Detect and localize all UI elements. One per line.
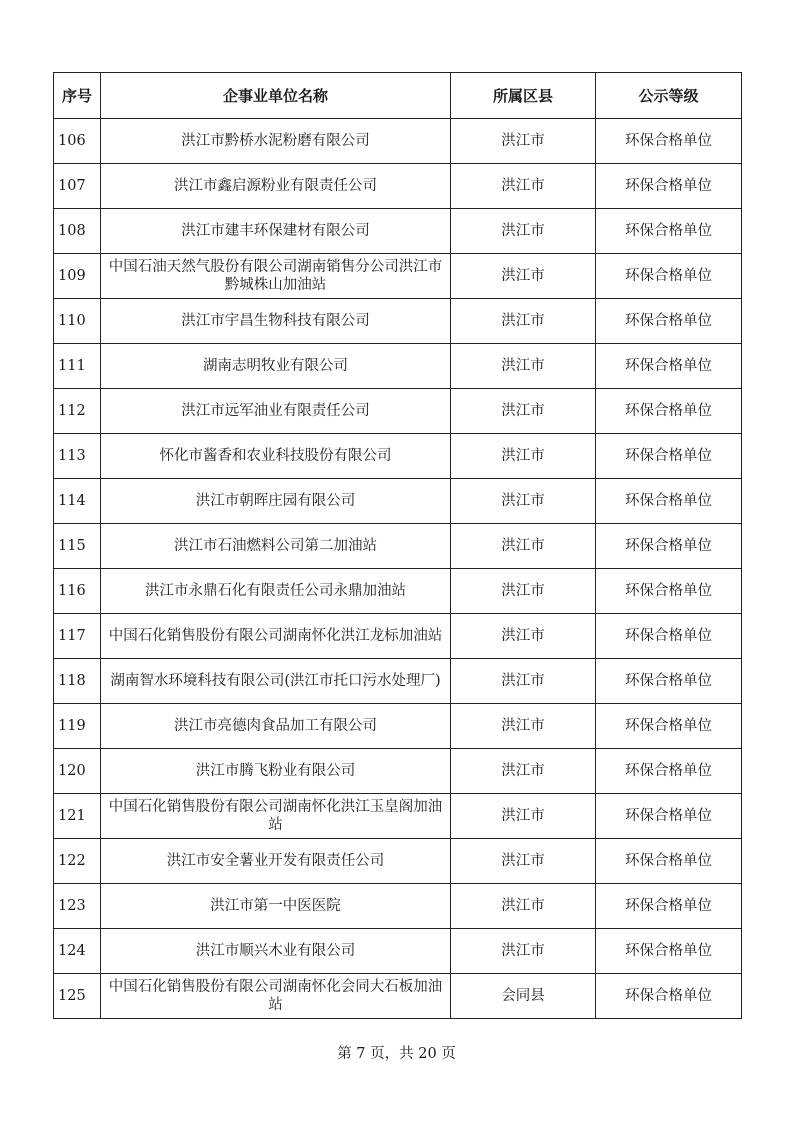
row-number: 110 <box>54 299 101 344</box>
table-row <box>54 839 742 884</box>
row-district: 洪江市 <box>451 434 596 479</box>
table-row <box>54 749 742 794</box>
row-level: 环保合格单位 <box>596 929 742 974</box>
row-district: 洪江市 <box>451 659 596 704</box>
row-number: 123 <box>54 884 101 929</box>
row-district: 洪江市 <box>451 254 596 299</box>
row-level: 环保合格单位 <box>596 704 742 749</box>
row-level: 环保合格单位 <box>596 749 742 794</box>
row-level: 环保合格单位 <box>596 794 742 839</box>
row-level: 环保合格单位 <box>596 209 742 254</box>
header-unit-name: 企事业单位名称 <box>101 73 451 119</box>
row-unit-name: 洪江市顺兴木业有限公司 <box>101 929 451 974</box>
table-row <box>54 884 742 929</box>
row-district: 洪江市 <box>451 524 596 569</box>
table-row <box>54 389 742 434</box>
row-unit-name: 洪江市亮德肉食品加工有限公司 <box>101 704 451 749</box>
row-level: 环保合格单位 <box>596 974 742 1019</box>
table-body <box>54 119 742 1019</box>
table-row <box>54 614 742 659</box>
row-level: 环保合格单位 <box>596 659 742 704</box>
row-district: 洪江市 <box>451 929 596 974</box>
row-number: 119 <box>54 704 101 749</box>
row-level: 环保合格单位 <box>596 389 742 434</box>
row-level: 环保合格单位 <box>596 524 742 569</box>
row-district: 洪江市 <box>451 119 596 164</box>
row-unit-name: 洪江市永鼎石化有限责任公司永鼎加油站 <box>101 569 451 614</box>
row-district: 洪江市 <box>451 389 596 434</box>
table-row <box>54 254 742 299</box>
row-district: 洪江市 <box>451 569 596 614</box>
row-level: 环保合格单位 <box>596 839 742 884</box>
row-number: 117 <box>54 614 101 659</box>
row-district: 洪江市 <box>451 704 596 749</box>
table-row <box>54 434 742 479</box>
row-district: 洪江市 <box>451 299 596 344</box>
row-unit-name: 洪江市第一中医医院 <box>101 884 451 929</box>
row-number: 118 <box>54 659 101 704</box>
row-number: 109 <box>54 254 101 299</box>
table-row <box>54 929 742 974</box>
row-level: 环保合格单位 <box>596 884 742 929</box>
row-district: 洪江市 <box>451 344 596 389</box>
unit-table <box>53 72 742 1019</box>
table-row <box>54 659 742 704</box>
row-unit-name: 洪江市腾飞粉业有限公司 <box>101 749 451 794</box>
row-unit-name: 湖南志明牧业有限公司 <box>101 344 451 389</box>
row-unit-name: 洪江市朝晖庄园有限公司 <box>101 479 451 524</box>
row-unit-name: 湖南智水环境科技有限公司(洪江市托口污水处理厂) <box>101 659 451 704</box>
row-unit-name: 洪江市建丰环保建材有限公司 <box>101 209 451 254</box>
row-level: 环保合格单位 <box>596 299 742 344</box>
row-level: 环保合格单位 <box>596 119 742 164</box>
row-number: 121 <box>54 794 101 839</box>
row-level: 环保合格单位 <box>596 164 742 209</box>
table-row <box>54 119 742 164</box>
header-district: 所属区县 <box>451 73 596 119</box>
row-number: 111 <box>54 344 101 389</box>
row-unit-name: 洪江市鑫启源粉业有限责任公司 <box>101 164 451 209</box>
table-row <box>54 299 742 344</box>
table-row <box>54 479 742 524</box>
row-number: 116 <box>54 569 101 614</box>
row-district: 洪江市 <box>451 794 596 839</box>
row-number: 108 <box>54 209 101 254</box>
row-district: 洪江市 <box>451 839 596 884</box>
row-number: 120 <box>54 749 101 794</box>
row-district: 洪江市 <box>451 479 596 524</box>
table-row <box>54 344 742 389</box>
row-unit-name: 中国石化销售股份有限公司湖南怀化洪江龙标加油站 <box>101 614 451 659</box>
row-unit-name: 洪江市宇昌生物科技有限公司 <box>101 299 451 344</box>
table-row <box>54 164 742 209</box>
row-unit-name: 中国石化销售股份有限公司湖南怀化洪江玉皇阁加油站 <box>101 794 451 839</box>
table-header-row <box>54 73 742 119</box>
table-row <box>54 569 742 614</box>
row-level: 环保合格单位 <box>596 479 742 524</box>
row-unit-name: 洪江市远军油业有限责任公司 <box>101 389 451 434</box>
page-number: 第 7 页，共 20 页 <box>337 1046 456 1062</box>
row-level: 环保合格单位 <box>596 569 742 614</box>
row-district: 会同县 <box>451 974 596 1019</box>
row-number: 113 <box>54 434 101 479</box>
row-number: 125 <box>54 974 101 1019</box>
row-unit-name: 中国石油天然气股份有限公司湖南销售分公司洪江市黔城株山加油站 <box>101 254 451 299</box>
table-row <box>54 974 742 1019</box>
row-district: 洪江市 <box>451 884 596 929</box>
row-unit-name: 洪江市石油燃料公司第二加油站 <box>101 524 451 569</box>
row-level: 环保合格单位 <box>596 434 742 479</box>
row-unit-name: 怀化市酱香和农业科技股份有限公司 <box>101 434 451 479</box>
table-row <box>54 794 742 839</box>
row-level: 环保合格单位 <box>596 614 742 659</box>
row-level: 环保合格单位 <box>596 254 742 299</box>
row-number: 115 <box>54 524 101 569</box>
row-district: 洪江市 <box>451 614 596 659</box>
header-number: 序号 <box>54 73 101 119</box>
row-level: 环保合格单位 <box>596 344 742 389</box>
row-number: 107 <box>54 164 101 209</box>
row-district: 洪江市 <box>451 749 596 794</box>
row-number: 122 <box>54 839 101 884</box>
row-unit-name: 洪江市安全薯业开发有限责任公司 <box>101 839 451 884</box>
row-number: 106 <box>54 119 101 164</box>
table-row <box>54 704 742 749</box>
row-number: 112 <box>54 389 101 434</box>
table-row <box>54 524 742 569</box>
row-number: 114 <box>54 479 101 524</box>
row-unit-name: 洪江市黔桥水泥粉磨有限公司 <box>101 119 451 164</box>
row-unit-name: 中国石化销售股份有限公司湖南怀化会同大石板加油站 <box>101 974 451 1019</box>
row-number: 124 <box>54 929 101 974</box>
header-level: 公示等级 <box>596 73 742 119</box>
row-district: 洪江市 <box>451 164 596 209</box>
table-row <box>54 209 742 254</box>
row-district: 洪江市 <box>451 209 596 254</box>
